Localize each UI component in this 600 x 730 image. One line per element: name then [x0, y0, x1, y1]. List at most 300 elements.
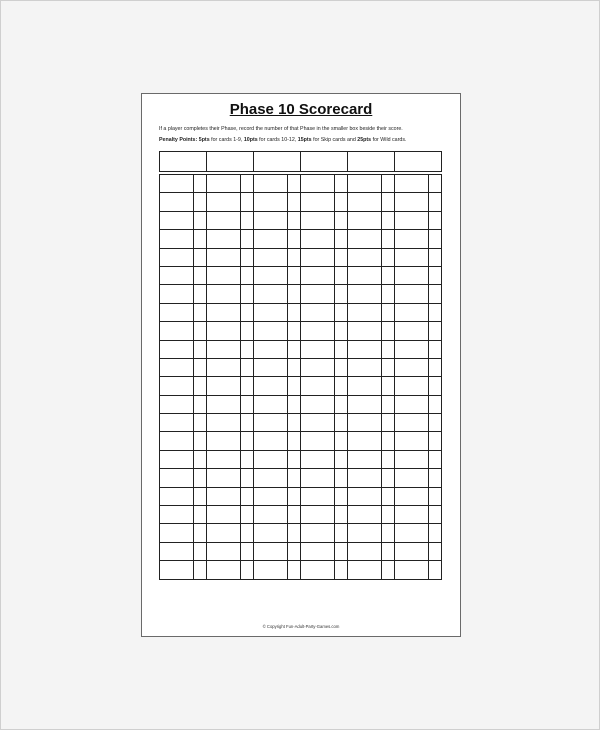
phase-cell[interactable] — [428, 523, 442, 542]
phase-cell[interactable] — [287, 450, 301, 469]
score-cell[interactable] — [394, 468, 429, 487]
score-cell[interactable] — [253, 450, 288, 469]
score-cell[interactable] — [300, 395, 335, 414]
phase-cell[interactable] — [287, 542, 301, 561]
phase-cell[interactable] — [428, 542, 442, 561]
score-cell[interactable] — [300, 376, 335, 395]
score-cell[interactable] — [253, 523, 288, 542]
score-cell[interactable] — [300, 560, 335, 579]
phase-cell[interactable] — [240, 505, 254, 524]
score-cell[interactable] — [159, 284, 194, 303]
score-cell[interactable] — [394, 450, 429, 469]
score-cell[interactable] — [347, 229, 382, 248]
score-cell[interactable] — [159, 229, 194, 248]
score-cell[interactable] — [300, 523, 335, 542]
score-cell[interactable] — [394, 229, 429, 248]
score-cell[interactable] — [394, 431, 429, 450]
player-name-box[interactable] — [347, 151, 395, 172]
phase-cell[interactable] — [334, 560, 348, 579]
score-cell[interactable] — [347, 450, 382, 469]
phase-cell[interactable] — [193, 376, 207, 395]
score-cell[interactable] — [253, 505, 288, 524]
score-cell[interactable] — [300, 358, 335, 377]
phase-cell[interactable] — [428, 192, 442, 211]
phase-cell[interactable] — [193, 358, 207, 377]
score-cell[interactable] — [159, 431, 194, 450]
score-cell[interactable] — [159, 358, 194, 377]
score-cell[interactable] — [300, 340, 335, 359]
score-cell[interactable] — [300, 505, 335, 524]
phase-cell[interactable] — [428, 468, 442, 487]
score-cell[interactable] — [253, 358, 288, 377]
player-score-group — [347, 560, 395, 579]
phase-cell[interactable] — [240, 395, 254, 414]
score-cell[interactable] — [159, 505, 194, 524]
phase-cell[interactable] — [193, 340, 207, 359]
score-cell[interactable] — [253, 248, 288, 267]
phase-cell[interactable] — [334, 505, 348, 524]
score-cell[interactable] — [300, 248, 335, 267]
phase-cell[interactable] — [428, 450, 442, 469]
score-cell[interactable] — [159, 376, 194, 395]
score-cell[interactable] — [347, 303, 382, 322]
phase-cell[interactable] — [334, 174, 348, 193]
phase-cell[interactable] — [193, 431, 207, 450]
phase-cell[interactable] — [334, 340, 348, 359]
phase-cell[interactable] — [240, 413, 254, 432]
player-score-group — [159, 340, 207, 359]
phase-cell[interactable] — [381, 523, 395, 542]
score-cell[interactable] — [206, 505, 241, 524]
phase-cell[interactable] — [193, 284, 207, 303]
score-cell[interactable] — [347, 560, 382, 579]
phase-cell[interactable] — [428, 431, 442, 450]
phase-cell[interactable] — [193, 229, 207, 248]
phase-cell[interactable] — [334, 211, 348, 230]
phase-cell[interactable] — [287, 376, 301, 395]
score-cell[interactable] — [394, 266, 429, 285]
phase-cell[interactable] — [428, 303, 442, 322]
phase-cell[interactable] — [428, 505, 442, 524]
score-cell[interactable] — [300, 468, 335, 487]
score-cell[interactable] — [253, 321, 288, 340]
phase-cell[interactable] — [428, 174, 442, 193]
score-cell[interactable] — [253, 211, 288, 230]
score-cell[interactable] — [394, 560, 429, 579]
player-score-group — [394, 248, 442, 267]
score-cell[interactable] — [206, 284, 241, 303]
score-cell[interactable] — [394, 395, 429, 414]
score-row — [159, 303, 447, 322]
phase-cell[interactable] — [334, 468, 348, 487]
phase-cell[interactable] — [334, 192, 348, 211]
score-cell[interactable] — [253, 266, 288, 285]
score-cell[interactable] — [159, 211, 194, 230]
player-score-group — [206, 192, 254, 211]
score-cell[interactable] — [253, 174, 288, 193]
phase-cell[interactable] — [193, 560, 207, 579]
phase-cell[interactable] — [428, 358, 442, 377]
score-cell[interactable] — [347, 431, 382, 450]
phase-cell[interactable] — [428, 340, 442, 359]
phase-cell[interactable] — [334, 321, 348, 340]
score-cell[interactable] — [394, 358, 429, 377]
phase-cell[interactable] — [240, 340, 254, 359]
phase-cell[interactable] — [381, 431, 395, 450]
score-row — [159, 229, 447, 248]
phase-cell[interactable] — [381, 487, 395, 506]
phase-cell[interactable] — [287, 192, 301, 211]
score-cell[interactable] — [347, 321, 382, 340]
phase-cell[interactable] — [428, 321, 442, 340]
phase-cell[interactable] — [428, 413, 442, 432]
phase-cell[interactable] — [381, 560, 395, 579]
player-score-group — [347, 395, 395, 414]
phase-cell[interactable] — [381, 340, 395, 359]
phase-cell[interactable] — [334, 413, 348, 432]
score-cell[interactable] — [206, 468, 241, 487]
score-cell[interactable] — [206, 321, 241, 340]
phase-cell[interactable] — [334, 542, 348, 561]
phase-cell[interactable] — [381, 284, 395, 303]
player-score-group — [159, 560, 207, 579]
phase-cell[interactable] — [381, 266, 395, 285]
phase-cell[interactable] — [287, 358, 301, 377]
phase-cell[interactable] — [193, 192, 207, 211]
phase-cell[interactable] — [193, 266, 207, 285]
score-cell[interactable] — [253, 395, 288, 414]
score-cell[interactable] — [206, 174, 241, 193]
phase-cell[interactable] — [334, 487, 348, 506]
score-cell[interactable] — [159, 174, 194, 193]
score-cell[interactable] — [300, 229, 335, 248]
score-cell[interactable] — [206, 340, 241, 359]
phase-cell[interactable] — [193, 542, 207, 561]
score-cell[interactable] — [347, 284, 382, 303]
phase-cell[interactable] — [287, 413, 301, 432]
phase-cell[interactable] — [240, 358, 254, 377]
phase-cell[interactable] — [287, 431, 301, 450]
player-name-box[interactable] — [253, 151, 301, 172]
score-cell[interactable] — [159, 395, 194, 414]
score-cell[interactable] — [206, 266, 241, 285]
player-score-group — [347, 284, 395, 303]
phase-cell[interactable] — [240, 248, 254, 267]
score-cell[interactable] — [206, 450, 241, 469]
score-cell[interactable] — [253, 487, 288, 506]
score-cell[interactable] — [394, 174, 429, 193]
phase-cell[interactable] — [193, 468, 207, 487]
score-cell[interactable] — [394, 321, 429, 340]
score-cell[interactable] — [394, 211, 429, 230]
phase-cell[interactable] — [193, 211, 207, 230]
score-cell[interactable] — [394, 505, 429, 524]
score-cell[interactable] — [159, 340, 194, 359]
phase-cell[interactable] — [287, 395, 301, 414]
phase-cell[interactable] — [240, 229, 254, 248]
phase-cell[interactable] — [240, 174, 254, 193]
score-cell[interactable] — [206, 248, 241, 267]
score-cell[interactable] — [394, 248, 429, 267]
score-row — [159, 321, 447, 340]
phase-cell[interactable] — [287, 174, 301, 193]
score-cell[interactable] — [206, 358, 241, 377]
phase-cell[interactable] — [193, 523, 207, 542]
score-cell[interactable] — [347, 266, 382, 285]
score-cell[interactable] — [300, 413, 335, 432]
phase-cell[interactable] — [287, 468, 301, 487]
phase-cell[interactable] — [381, 505, 395, 524]
score-cell[interactable] — [206, 229, 241, 248]
score-cell[interactable] — [300, 303, 335, 322]
player-score-group — [300, 174, 348, 193]
score-cell[interactable] — [347, 358, 382, 377]
phase-cell[interactable] — [287, 303, 301, 322]
phase-cell[interactable] — [287, 248, 301, 267]
phase-cell[interactable] — [334, 431, 348, 450]
score-cell[interactable] — [300, 211, 335, 230]
score-cell[interactable] — [159, 450, 194, 469]
phase-cell[interactable] — [193, 303, 207, 322]
score-cell[interactable] — [347, 174, 382, 193]
phase-cell[interactable] — [240, 450, 254, 469]
score-cell[interactable] — [159, 542, 194, 561]
score-cell[interactable] — [347, 192, 382, 211]
phase-cell[interactable] — [334, 248, 348, 267]
score-cell[interactable] — [347, 523, 382, 542]
score-cell[interactable] — [300, 192, 335, 211]
score-cell[interactable] — [347, 340, 382, 359]
phase-cell[interactable] — [287, 284, 301, 303]
score-cell[interactable] — [394, 376, 429, 395]
phase-cell[interactable] — [334, 450, 348, 469]
player-score-group — [394, 358, 442, 377]
score-cell[interactable] — [300, 450, 335, 469]
score-cell[interactable] — [347, 395, 382, 414]
score-cell[interactable] — [206, 413, 241, 432]
phase-cell[interactable] — [287, 229, 301, 248]
phase-cell[interactable] — [428, 248, 442, 267]
copyright-footer: © Copyright Fun-Adult-Party-Games.com — [262, 624, 340, 629]
player-score-group — [394, 340, 442, 359]
phase-cell[interactable] — [428, 395, 442, 414]
score-cell[interactable] — [206, 192, 241, 211]
score-cell[interactable] — [159, 321, 194, 340]
phase-cell[interactable] — [287, 505, 301, 524]
phase-cell[interactable] — [428, 487, 442, 506]
score-cell[interactable] — [159, 523, 194, 542]
phase-cell[interactable] — [287, 487, 301, 506]
phase-cell[interactable] — [381, 358, 395, 377]
phase-cell[interactable] — [334, 395, 348, 414]
score-cell[interactable] — [206, 523, 241, 542]
phase-cell[interactable] — [287, 340, 301, 359]
phase-cell[interactable] — [381, 468, 395, 487]
phase-cell[interactable] — [240, 376, 254, 395]
player-score-group — [300, 523, 348, 542]
score-cell[interactable] — [159, 192, 194, 211]
score-cell[interactable] — [206, 376, 241, 395]
player-name-box[interactable] — [206, 151, 254, 172]
score-cell[interactable] — [300, 542, 335, 561]
score-cell[interactable] — [159, 303, 194, 322]
score-row — [159, 376, 447, 395]
score-cell[interactable] — [159, 266, 194, 285]
phase-cell[interactable] — [381, 413, 395, 432]
phase-cell[interactable] — [193, 505, 207, 524]
score-cell[interactable] — [253, 229, 288, 248]
player-score-group — [159, 174, 207, 193]
score-cell[interactable] — [347, 376, 382, 395]
penalty-15pts: 15pts — [297, 137, 312, 143]
score-cell[interactable] — [159, 560, 194, 579]
phase-cell[interactable] — [334, 284, 348, 303]
phase-cell[interactable] — [334, 376, 348, 395]
score-cell[interactable] — [253, 468, 288, 487]
phase-cell[interactable] — [287, 560, 301, 579]
score-cell[interactable] — [159, 487, 194, 506]
phase-cell[interactable] — [287, 321, 301, 340]
phase-cell[interactable] — [334, 266, 348, 285]
score-cell[interactable] — [347, 542, 382, 561]
phase-cell[interactable] — [240, 560, 254, 579]
score-cell[interactable] — [206, 211, 241, 230]
score-cell[interactable] — [206, 303, 241, 322]
player-score-group — [347, 413, 395, 432]
score-cell[interactable] — [394, 523, 429, 542]
player-name-box[interactable] — [300, 151, 348, 172]
phase-cell[interactable] — [240, 321, 254, 340]
score-cell[interactable] — [347, 468, 382, 487]
phase-cell[interactable] — [193, 487, 207, 506]
score-cell[interactable] — [253, 284, 288, 303]
score-cell[interactable] — [253, 542, 288, 561]
phase-cell[interactable] — [381, 229, 395, 248]
phase-cell[interactable] — [193, 395, 207, 414]
score-cell[interactable] — [206, 431, 241, 450]
score-cell[interactable] — [394, 542, 429, 561]
score-cell[interactable] — [159, 248, 194, 267]
score-cell[interactable] — [253, 413, 288, 432]
phase-cell[interactable] — [193, 321, 207, 340]
score-cell[interactable] — [300, 321, 335, 340]
score-cell[interactable] — [300, 266, 335, 285]
player-score-group — [300, 321, 348, 340]
score-cell[interactable] — [253, 560, 288, 579]
phase-cell[interactable] — [381, 192, 395, 211]
phase-cell[interactable] — [240, 303, 254, 322]
score-cell[interactable] — [253, 376, 288, 395]
score-cell[interactable] — [347, 505, 382, 524]
player-name-box[interactable] — [394, 151, 442, 172]
phase-cell[interactable] — [428, 211, 442, 230]
score-cell[interactable] — [206, 542, 241, 561]
phase-cell[interactable] — [240, 487, 254, 506]
phase-cell[interactable] — [240, 523, 254, 542]
phase-cell[interactable] — [381, 303, 395, 322]
phase-cell[interactable] — [428, 560, 442, 579]
phase-cell[interactable] — [428, 376, 442, 395]
score-cell[interactable] — [159, 413, 194, 432]
score-cell[interactable] — [394, 192, 429, 211]
player-score-group — [253, 523, 301, 542]
player-score-group — [253, 303, 301, 322]
score-cell[interactable] — [394, 413, 429, 432]
phase-cell[interactable] — [428, 284, 442, 303]
phase-cell[interactable] — [381, 542, 395, 561]
score-cell[interactable] — [394, 303, 429, 322]
phase-cell[interactable] — [193, 413, 207, 432]
score-cell[interactable] — [206, 395, 241, 414]
phase-cell[interactable] — [381, 450, 395, 469]
score-cell[interactable] — [394, 284, 429, 303]
score-cell[interactable] — [300, 174, 335, 193]
phase-cell[interactable] — [381, 321, 395, 340]
phase-cell[interactable] — [240, 266, 254, 285]
phase-cell[interactable] — [381, 174, 395, 193]
phase-cell[interactable] — [334, 303, 348, 322]
phase-cell[interactable] — [381, 376, 395, 395]
player-score-group — [347, 248, 395, 267]
score-cell[interactable] — [206, 560, 241, 579]
score-cell[interactable] — [300, 431, 335, 450]
player-name-box[interactable] — [159, 151, 207, 172]
score-cell[interactable] — [300, 284, 335, 303]
player-score-group — [206, 468, 254, 487]
phase-cell[interactable] — [381, 211, 395, 230]
phase-cell[interactable] — [428, 266, 442, 285]
score-cell[interactable] — [206, 487, 241, 506]
player-score-group — [347, 450, 395, 469]
score-cell[interactable] — [347, 487, 382, 506]
score-cell[interactable] — [159, 468, 194, 487]
phase-cell[interactable] — [381, 248, 395, 267]
phase-cell[interactable] — [193, 450, 207, 469]
phase-cell[interactable] — [240, 284, 254, 303]
score-cell[interactable] — [300, 487, 335, 506]
score-cell[interactable] — [347, 413, 382, 432]
player-score-group — [159, 468, 207, 487]
score-cell[interactable] — [253, 192, 288, 211]
phase-cell[interactable] — [240, 192, 254, 211]
score-cell[interactable] — [394, 340, 429, 359]
score-cell[interactable] — [253, 431, 288, 450]
score-row — [159, 487, 447, 506]
phase-cell[interactable] — [287, 523, 301, 542]
score-cell[interactable] — [347, 211, 382, 230]
phase-cell[interactable] — [240, 211, 254, 230]
score-cell[interactable] — [347, 248, 382, 267]
phase-cell[interactable] — [428, 229, 442, 248]
score-cell[interactable] — [253, 303, 288, 322]
player-score-group — [347, 376, 395, 395]
phase-cell[interactable] — [240, 431, 254, 450]
phase-cell[interactable] — [287, 211, 301, 230]
phase-cell[interactable] — [240, 542, 254, 561]
score-cell[interactable] — [394, 487, 429, 506]
phase-cell[interactable] — [193, 174, 207, 193]
phase-cell[interactable] — [334, 229, 348, 248]
player-score-group — [253, 395, 301, 414]
phase-cell[interactable] — [287, 266, 301, 285]
phase-cell[interactable] — [240, 468, 254, 487]
phase-cell[interactable] — [334, 358, 348, 377]
score-row — [159, 192, 447, 211]
phase-cell[interactable] — [193, 248, 207, 267]
phase-cell[interactable] — [334, 523, 348, 542]
score-cell[interactable] — [253, 340, 288, 359]
phase-cell[interactable] — [381, 395, 395, 414]
